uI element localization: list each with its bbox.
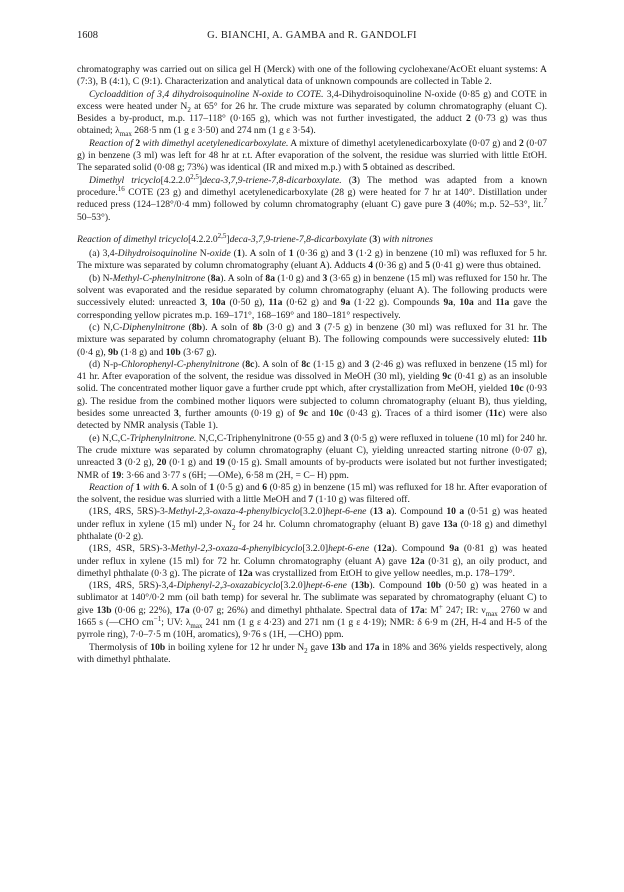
paragraph: (d) N-p-Chlorophenyl-C-phenylnitrone (8c). A soln of 8c (1·15 g) and 3 (2·46 g) was refluxed in benzene (15 ml) for 41 hr. After evaporation of the solvent, the residue was dissolved in MeOH (30 ml), yielding 9c (0·41 g) as an insoluble solid. The concentrated mother liquor gave a further crude ppt which, after crystallization from MeOH, yielded 10c (0·93 g). The residue from the combined mother liquors were subjected to column chromatography (eluant B), thus yielding, besides some unreacted 3, further amounts (0·19 g) of 9c and 10c (0·43 g). Traces of a third isomer (11c) were also detected by NMR analysis (Table 1). xyxy=(77,358,548,432)
page-header xyxy=(77,30,547,44)
paragraph: (e) N,C,C-Triphenylnitrone. N,C,C-Triphenylnitrone (0·55 g) and 3 (0·5 g) were refluxed in toluene (10 ml) for 240 hr. The crude mixture was separated by column chromatography (eluant C), yielding unreacted starting nitrone (0·07 g), unreacted 3 (0·2 g), 20 (0·1 g) and 19 (0·15 g). Small amounts of by-products were isolated but not further investigated; NMR of 19: 3·66 and 3·77 s (6H; —OMe), 6·58 m (2H, = C– H) ppm. xyxy=(77,432,548,481)
page-number: 1608 xyxy=(77,30,98,41)
section-heading: Reaction of dimethyl tricyclo[4.2.2.0$^{2,5}$]deca-3,7,9-triene-7,8-dicarboxylate (3) with nitrones xyxy=(77,231,433,245)
paragraph: (1RS, 4SR, 5RS)-3-Methyl-2,3-oxaza-4-phenylbicyclo[3.2.0]hept-6-ene (12a). Compound 9a (0·81 g) was heated under reflux in xylene (15 ml) for 72 hr. Column chromatography (eluant A) gave 12a (0·31 g), an oily product, and dimethyl phthalate (0·3 g). The picrate of 12a was crystallized from EtOH to give yellow needles, m.p. 178–179°. xyxy=(77,543,548,579)
paragraph: Dimethyl tricyclo[4.2.2.0$^{2,5}$]deca-3,7,9-triene-7,8-dicarboxylate. (3) The method was adapted from a known procedure.$^{16}$ COTE (23 g) and dimethyl acetylenedicarboxylate (28 g) were heated for 7 hr at 140°. Distillation under reduced press (124–128°/0·4 mm) followed by column chromatography (eluant C) gave pure 3 (40%; m.p. 52–53°, lit.$^7$ 50–53°). xyxy=(77,172,547,223)
paragraph: Reaction of 1 with 6. A soln of 1 (0·5 g) and 6 (0·85 g) in benzene (15 ml) was refluxed for 18 hr. After evaporation of the solvent, the residue was slurried with a little MeOH and 7 (1·10 g) was filtered off. xyxy=(77,481,548,506)
paragraph: (c) N,C-Diphenylnitrone (8b). A soln of 8b (3·0 g) and 3 (7·5 g) in benzene (30 ml) was refluxed for 31 hr. The mixture was separated by column chromatography (eluant B). The following compounds were successively eluted: 11b (0·4 g), 9b (1·8 g) and 10b (3·67 g). xyxy=(77,321,548,358)
article-body xyxy=(77,64,547,666)
paragraph: (1RS, 4RS, 5RS)-3,4-Diphenyl-2,3-oxazabicyclo[3.2.0]hept-6-ene (13b). Compound 10b (0·50 g) was heated in a sublimator at 140°/0·2 mm (oil bath temp) for several hr. The sublimate was separated by chromatography (eluant C) to give 13b (0·06 g; 22%), 17a (0·07 g; 26%) and dimethyl phthalate. Spectral data of 17a: M+ 247; IR: $\nu_{max}$ 2760 w and 1665 s (—CHO $cm^{-1}$; UV: $\lambda_{max}$ 241 nm (1 g ε 4·23) and 271 nm (1 g ε 4·19); NMR: δ 6·9 m (2H, H-4 and H-5 of the pyrrole ring), 7·0–7·5 m (10H, aromatics), 9·76 s (1H, —CHO) ppm. xyxy=(77,580,547,641)
paragraph: (a) 3,4-Dihydroisoquinoline N-oxide (1). A soln of 1 (0·36 g) and 3 (1·2 g) in benzene (10 ml) was refluxed for 5 hr. The mixture was separated by column chromatography (eluant A). Adducts 4 (0·36 g) and 5 (0·41 g) were thus obtained. xyxy=(77,248,548,272)
paragraph: chromatography was carried out on silica gel H (Merck) with one of the following cyclohexane/AcOEt eluant systems: A (7:3), B (4:1), C (9:1). Characterization and analytical data of unknown compounds are collected in Table 2. xyxy=(77,64,547,88)
paragraph: Thermolysis of 10b in boiling xylene for 12 hr under $N_2$ gave 13b and 17a in 18% and 36% yields respectively, along with dimethyl phthalate. xyxy=(77,641,547,665)
paragraph: (b) N-Methyl-C-phenylnitrone (8a). A soln of 8a (1·0 g) and 3 (3·65 g) in benzene (15 ml) was refluxed for 150 hr. The solvent was evaporated and the residue separated by column chromatography (eluant A). The following products were successively eluted: unreacted 3, 10a (0·50 g), 11a (0·62 g) and 9a (1·22 g). Compounds 9a, 10a and 11a gave the corresponding yellow picrates m.p. 169–171°, 168–169° and 180–181° respectively. xyxy=(77,272,547,321)
running-head-authors: G. BIANCHI, A. GAMBA and R. GANDOLFI xyxy=(207,30,417,41)
paragraph: Cycloaddition of 3,4 dihydroisoquinoline N-oxide to COTE. 3,4-Dihydroisoquinoline N-oxide (0·85 g) and COTE in excess were heated under $N_2$ at 65° for 26 hr. The crude mixture was separated by column chromatography (eluant C). Besides a by-product, m.p. 117–118° (0·165 g), which was not further investigated, the adduct 2 (0·73 g) was thus obtained; $\lambda_{max}$ 268·5 nm (1 g ε 3·50) and 274 nm (1 g ε 3·54). xyxy=(77,88,547,139)
paragraph: Reaction of 2 with dimethyl acetylenedicarboxylate. A mixture of dimethyl acetylenedicarboxylate (0·07 g) and 2 (0·07 g) in benzene (3 ml) was left for 48 hr at r.t. After evaporation of the solvent, the residue was slurried with little EtOH. The separated solid (0·08 g; 73%) was identical (IR and mixed m.p.) with 5 obtained as described. xyxy=(77,137,547,174)
paragraph: (1RS, 4RS, 5RS)-3-Methyl-2,3-oxaza-4-phenylbicyclo[3.2.0]hept-6-ene (13 a). Compound 10 a (0·51 g) was heated under reflux in xylene (15 ml) under $N_2$ for 24 hr. Column chromatography (eluant B) gave 13a (0·18 g) and dimethyl phthalate (0·2 g). xyxy=(77,506,548,542)
